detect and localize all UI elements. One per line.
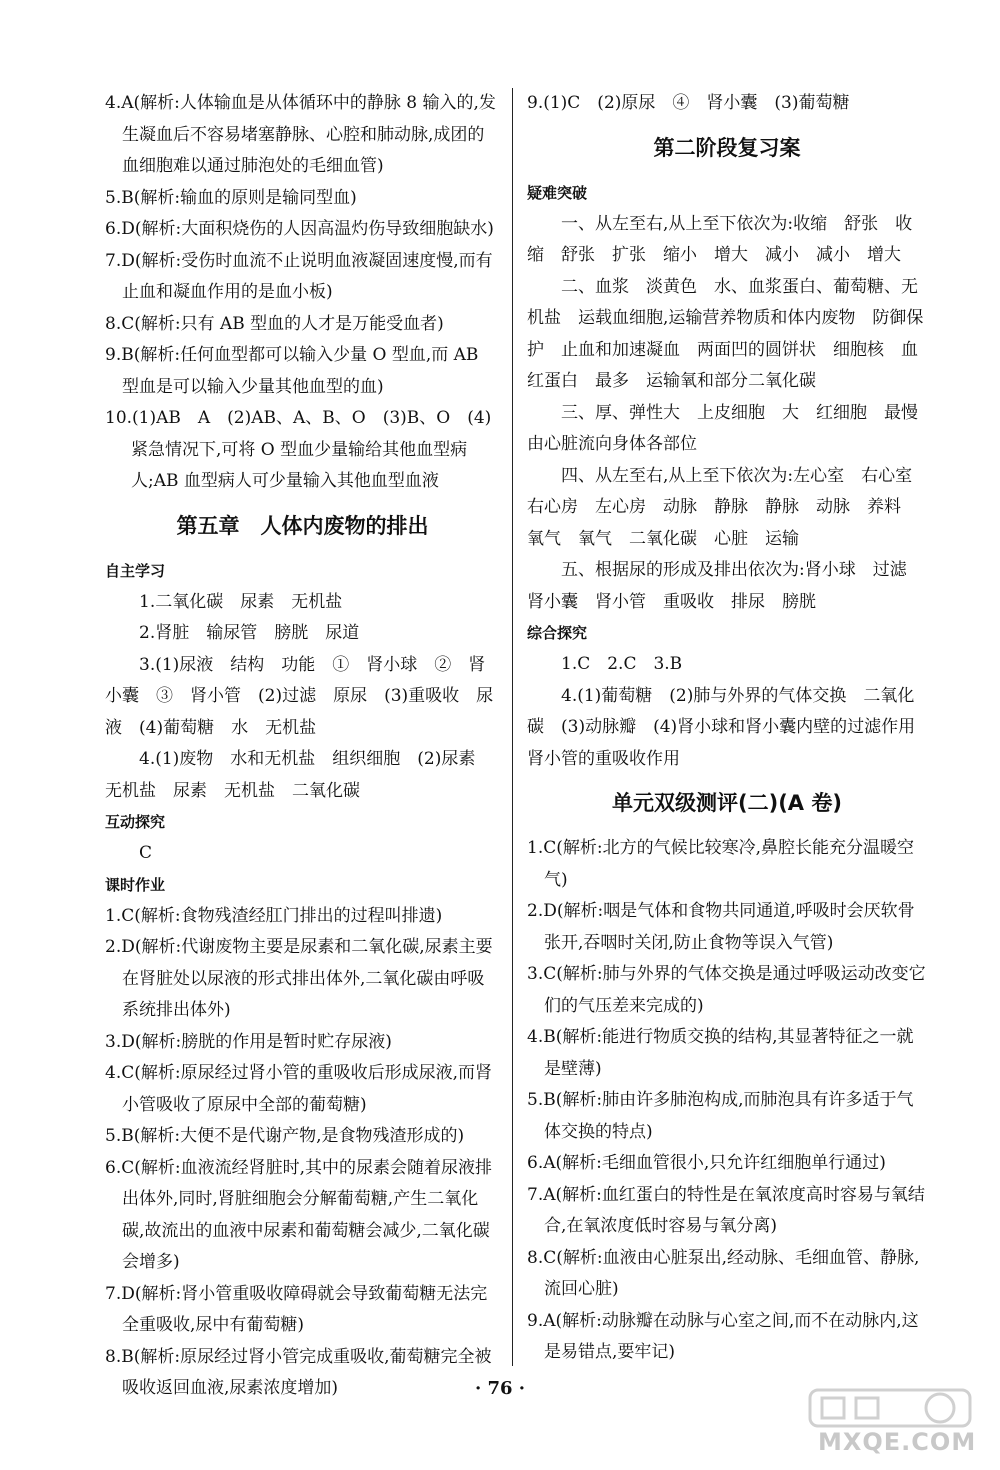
unit-test-item: 8.C(解析:血液由心脏泵出,经动脉、毛细血管、静脉,流回心脏) <box>527 1247 920 1299</box>
section-heading-comprehensive: 综合探究 <box>527 624 588 642</box>
homework-item: 1.C(解析:食物残渣经肛门排出的过程叫排遗) <box>105 905 443 926</box>
stage2-review-title: 第二阶段复习案 <box>653 135 801 160</box>
homework-item: 3.D(解析:膀胱的作用是暂时贮存尿液) <box>105 1031 392 1052</box>
self-study-item: 2.肾脏 输尿管 膀胱 尿道 <box>139 623 360 643</box>
homework-item: 4.C(解析:原尿经过肾小管的重吸收后形成尿液,而肾小管吸收了原尿中全部的葡萄糖) <box>105 1063 492 1115</box>
difficulty-item: 五、根据尿的形成及排出依次为:肾小球 过滤 肾小囊 肾小管 重吸收 排尿 膀胱 <box>527 560 924 612</box>
left-column <box>105 88 500 1405</box>
homework-answers <box>105 901 500 1405</box>
column-divider <box>512 88 513 1366</box>
unit-test-item: 5.B(解析:肺由许多肺泡构成,而肺泡具有许多适于气体交换的特点) <box>527 1090 914 1142</box>
homework-item: 7.D(解析:肾小管重吸收障碍就会导致葡萄糖无法完全重吸收,尿中有葡萄糖) <box>105 1283 488 1335</box>
chapter5-title: 第五章 人体内废物的排出 <box>176 513 429 538</box>
unit-test-item: 4.B(解析:能进行物质交换的结构,其显著特征之一就是壁薄) <box>527 1027 914 1079</box>
difficulty-item: 三、厚、弹性大 上皮细胞 大 红细胞 最慢 由心脏流向身体各部位 <box>527 402 935 454</box>
section-heading-self-study: 自主学习 <box>105 561 166 580</box>
answer-item: 8.C(解析:只有 AB 型血的人才是万能受血者) <box>105 313 444 334</box>
unit-test-item: 7.A(解析:血红蛋白的特性是在氧浓度高时容易与氧结合,在氧浓度低时容易与氧分离) <box>527 1184 925 1236</box>
comprehensive-answers <box>527 649 933 775</box>
section-heading-interactive: 互动探究 <box>105 813 166 831</box>
answer-item: 4.A(解析:人体输血是从体循环中的静脉 8 输入的,发生凝血后不容易堵塞静脉、心腔和肺动脉,成团的血细胞难以通过肺泡处的毛细血管) <box>105 93 496 176</box>
unit-test-answers <box>527 833 927 1369</box>
unit-test-item: 9.A(解析:动脉瓣在动脉与心室之间,而不在动脉内,这是易错点,要牢记) <box>527 1310 919 1362</box>
comprehensive-item: 4.(1)葡萄糖 (2)肺与外界的气体交换 二氧化碳 (3)动脉瓣 (4)肾小球和肾小囊内壁的过滤作用 肾小管的重吸收作用 <box>527 685 933 769</box>
answer-item: 6.D(解析:大面积烧伤的人因高温灼伤导致细胞缺水) <box>105 219 494 239</box>
answer-line-top: 9.(1)C (2)原尿 ④ 肾小囊 (3)葡萄糖 <box>527 93 850 113</box>
unit-test-item: 6.A(解析:毛细血管很小,只允许红细胞单行通过) <box>527 1153 886 1173</box>
unit-test-item: 3.C(解析:肺与外界的气体交换是通过呼吸运动改变它们的气压差来完成的) <box>527 964 926 1016</box>
self-study-answers <box>105 587 500 808</box>
right-column <box>527 88 935 1369</box>
self-study-item: 1.二氧化碳 尿素 无机盐 <box>139 591 343 612</box>
answer-item: 5.B(解析:输血的原则是输同型血) <box>105 187 357 208</box>
homework-item: 6.C(解析:血液流经肾脏时,其中的尿素会随着尿液排出体外,同时,肾脏细胞会分解葡萄糖,产生二氧化碳,故流出的血液中尿素和葡萄糖会减少,二氧化碳会增多) <box>105 1157 492 1272</box>
difficulty-item: 一、从左至右,从上至下依次为:收缩 舒张 收缩 舒张 扩张 缩小 增大 减小 减小 增大 <box>527 213 913 265</box>
answer-item: 9.B(解析:任何血型都可以输入少量 O 型血,而 AB 型血是可以输入少量其他血型的血) <box>105 345 479 397</box>
interactive-answer: C <box>139 843 153 863</box>
section-heading-difficulties: 疑难突破 <box>527 183 588 202</box>
watermark-text: MXQE.COM <box>818 1428 977 1456</box>
homework-item: 5.B(解析:大便不是代谢产物,是食物残渣形成的) <box>105 1126 465 1146</box>
page-number: · 76 · <box>474 1378 526 1399</box>
unit-test-item: 1.C(解析:北方的气候比较寒冷,鼻腔长能充分温暖空气) <box>527 838 914 890</box>
section-heading-homework: 课时作业 <box>105 875 166 894</box>
unit-test-item: 2.D(解析:咽是气体和食物共同通道,呼吸时会厌软骨张开,吞咽时关闭,防止食物等误入气管) <box>527 901 915 953</box>
homework-item: 8.B(解析:原尿经过肾小管完成重吸收,葡萄糖完全被吸收返回血液,尿素浓度增加) <box>105 1346 492 1398</box>
self-study-item: 4.(1)废物 水和无机盐 组织细胞 (2)尿素 无机盐 尿素 无机盐 二氧化碳 <box>105 749 493 801</box>
difficulty-item: 四、从左至右,从上至下依次为:左心室 右心室 右心房 左心房 动脉 静脉 静脉 动脉 养料 氧气 氧气 二氧化碳 心脏 运输 <box>527 465 930 549</box>
comprehensive-item: 1.C 2.C 3.B <box>561 654 683 674</box>
unit-test-title: 单元双级测评(二)(A 卷) <box>612 791 842 815</box>
answer-item: 7.D(解析:受伤时血流不止说明血液凝固速度慢,而有止血和凝血作用的是血小板) <box>105 250 493 302</box>
difficulty-item: 二、血浆 淡黄色 水、血浆蛋白、葡萄糖、无机盐 运载血细胞,运输营养物质和体内废物 防御保护 止血和加速凝血 两面凹的圆饼状 细胞核 血红蛋白 最多 运输氧和部分二氧化碳 <box>527 276 924 391</box>
difficulties-answers <box>527 209 935 619</box>
self-study-item: 3.(1)尿液 结构 功能 ① 肾小球 ② 肾小囊 ③ 肾小管 (2)过滤 原尿 (3)重吸收 尿液 (4)葡萄糖 水 无机盐 <box>105 654 494 738</box>
homework-item: 2.D(解析:代谢废物主要是尿素和二氧化碳,尿素主要在肾脏处以尿液的形式排出体外,二氧化碳由呼吸系统排出体外) <box>105 937 493 1020</box>
watermark-logo <box>800 1388 985 1464</box>
answer-item: 10.(1)AB A (2)AB、A、B、O (3)B、O (4)紧急情况下,可将 O 型血少量输给其他血型病人;AB 血型病人可少量输入其他血型血液 <box>105 408 492 491</box>
answer-list-chapter4 <box>105 88 500 498</box>
